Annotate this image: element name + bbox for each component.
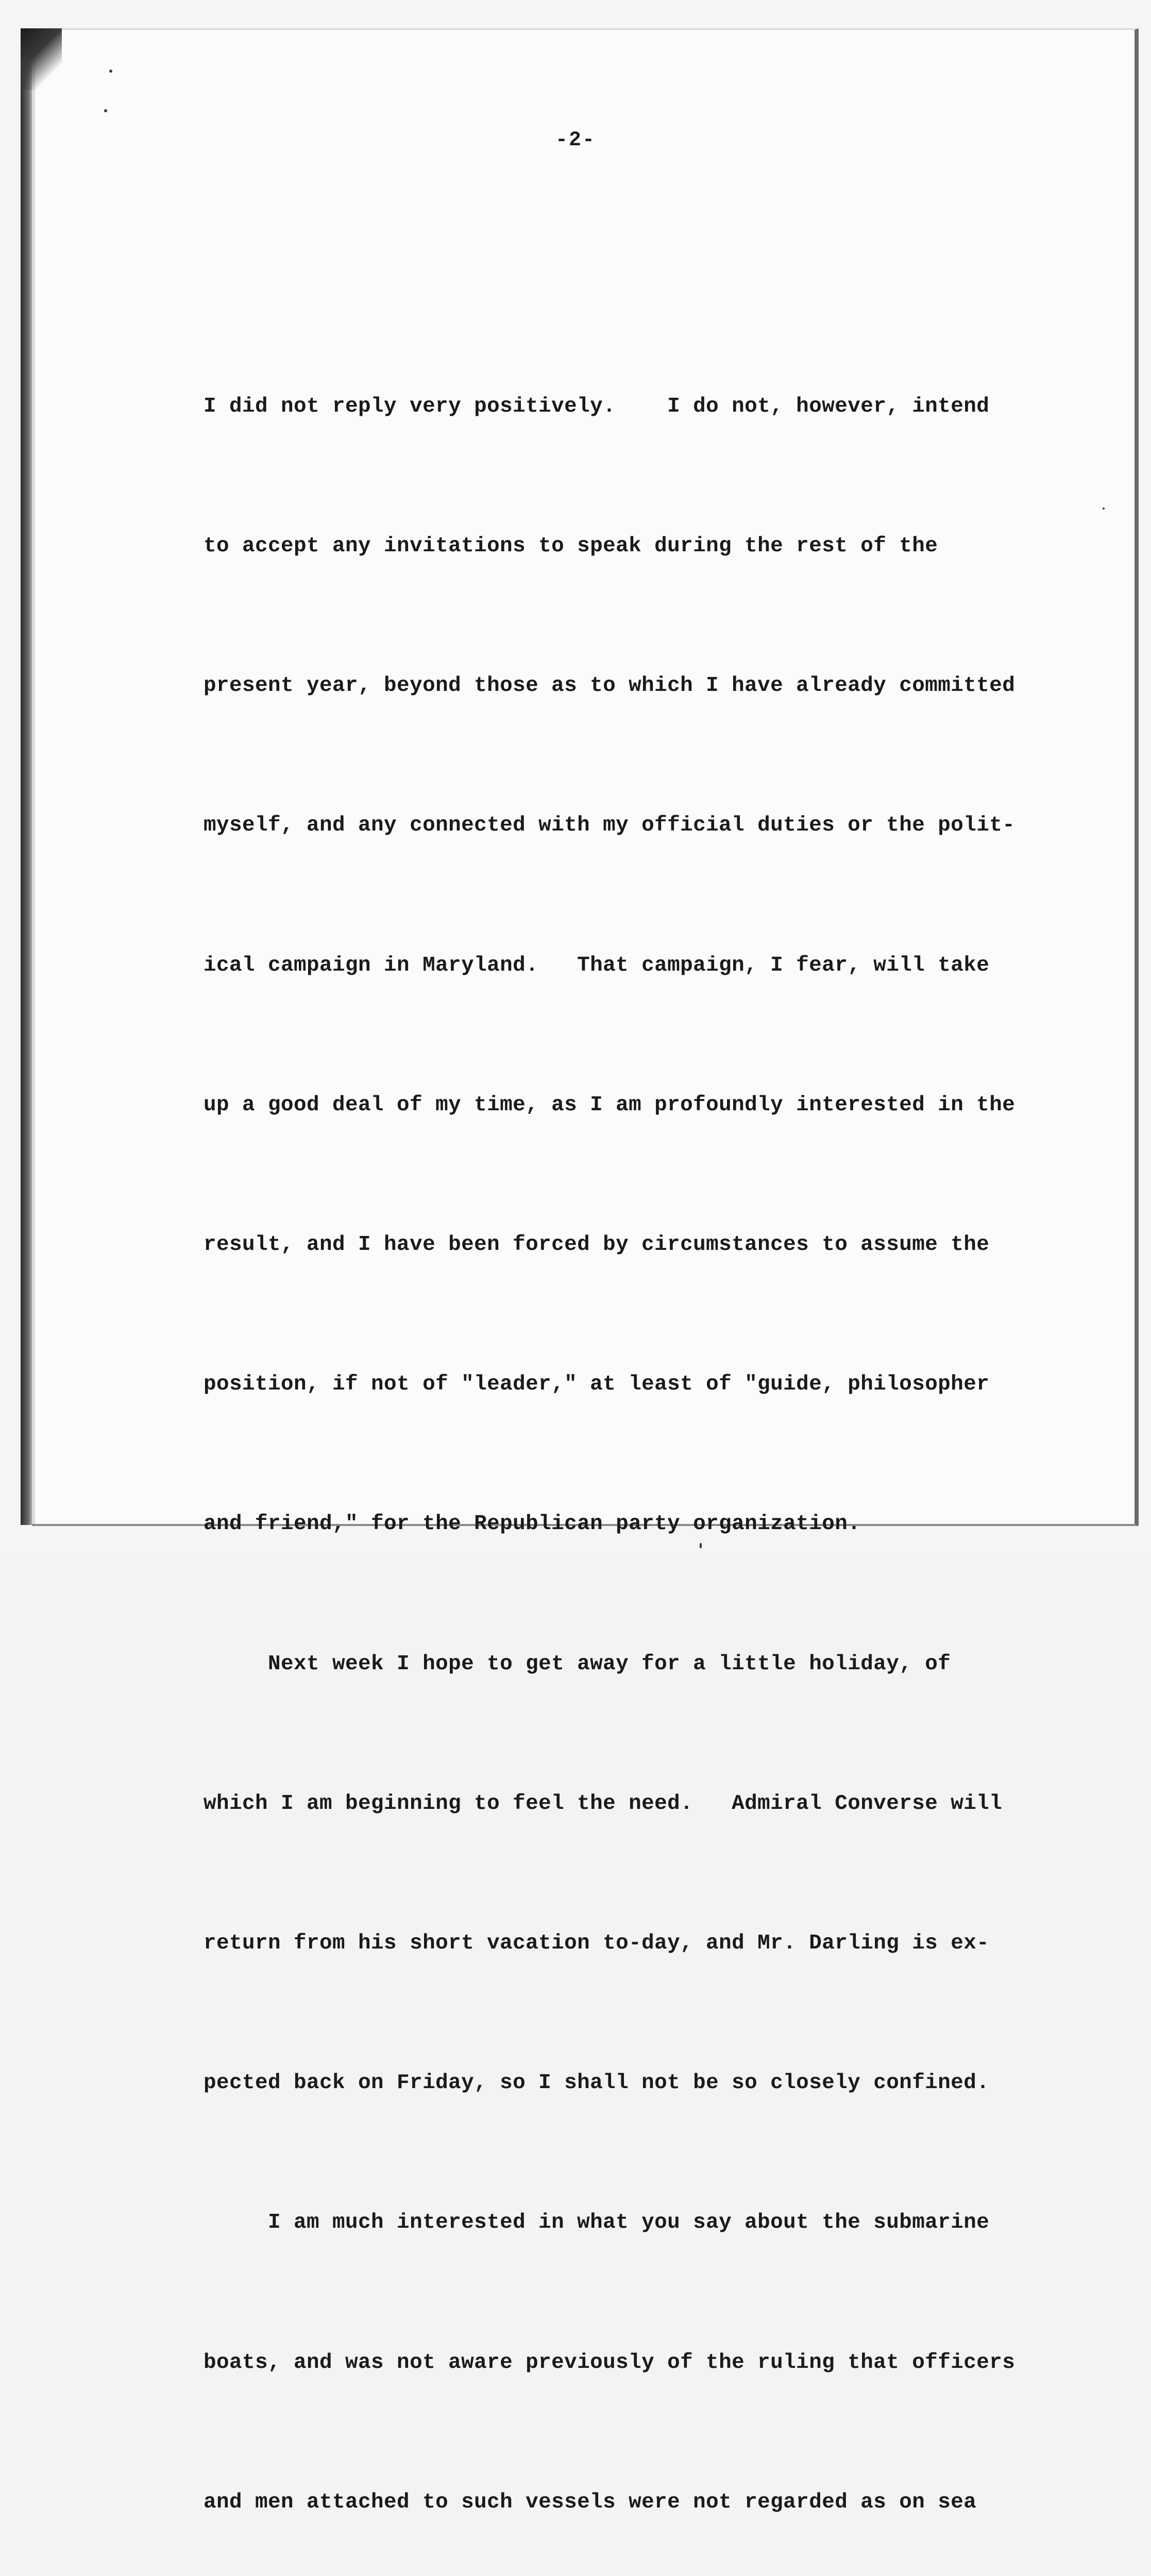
text-line: present year, beyond those as to which I have already committed	[204, 674, 1015, 698]
text-line: and men attached to such vessels were not regarded as on sea	[204, 2490, 977, 2514]
corner-shadow	[21, 28, 62, 90]
text-line: return from his short vacation to-day, and Mr. Darling is ex-	[204, 1931, 990, 1956]
text-line: ical campaign in Maryland. That campaign, I fear, will take	[204, 953, 990, 977]
text-line: result, and I have been forced by circumstances to assume the	[204, 1233, 990, 1257]
speck-mark	[1103, 507, 1105, 510]
text-line: which I am beginning to feel the need. Admiral Converse will	[204, 1791, 1003, 1816]
text-line: Next week I hope to get away for a little holiday, of	[204, 1652, 951, 1676]
speck-mark	[104, 109, 107, 112]
text-line: myself, and any connected with my official duties or the polit-	[204, 814, 1015, 838]
text-line: to accept any invitations to speak during the rest of the	[204, 534, 938, 558]
text-line: I am much interested in what you say about the submarine	[204, 2211, 990, 2235]
text-line: position, if not of "leader," at least of "guide, philosopher	[204, 1372, 990, 1397]
speck-mark	[109, 70, 112, 73]
text-line: boats, and was not aware previously of the ruling that officers	[204, 2350, 1015, 2375]
text-line: I did not reply very positively. I do not, however, intend	[204, 394, 990, 418]
text-line: pected back on Friday, so I shall not be so closely confined.	[204, 2071, 990, 2095]
text-line: up a good deal of my time, as I am profoundly interested in the	[204, 1093, 1015, 1117]
letter-body	[204, 290, 1079, 2576]
page-number: -2-	[555, 129, 596, 152]
text-line: and friend," for the Republican party organization.	[204, 1512, 861, 1536]
